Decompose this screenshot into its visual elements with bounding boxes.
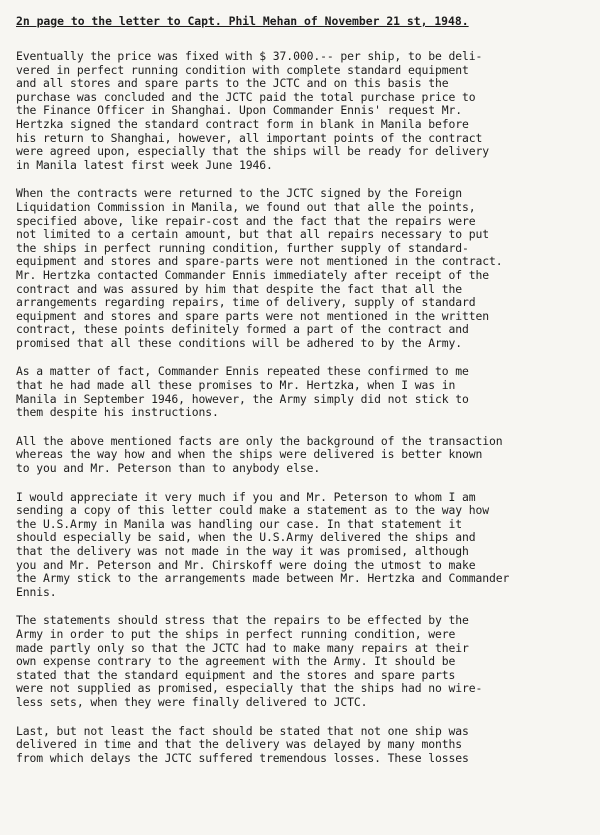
text-line: should especially be said, when the U.S.Army delivered the ships and xyxy=(16,530,476,545)
paragraph xyxy=(16,50,586,172)
paragraph xyxy=(16,435,586,476)
text-line: you and Mr. Peterson and Mr. Chirskoff were doing the utmost to make xyxy=(16,557,476,572)
text-line: Mr. Hertzka contacted Commander Ennis immediately after receipt of the xyxy=(16,267,490,282)
paragraph xyxy=(16,614,586,709)
text-line: Hertzka signed the standard contract form in blank in Manila before xyxy=(16,116,469,131)
text-line: the U.S.Army in Manila was handling our case. In that statement it xyxy=(16,516,463,531)
text-line: Liquidation Commission in Manila, we found out that alle the points, xyxy=(16,199,476,214)
page-heading: 2n page to the letter to Capt. Phil Mehan of November 21 st, 1948. xyxy=(16,14,469,28)
text-line: to you and Mr. Peterson than to anybody else. xyxy=(16,461,321,476)
text-line: Eventually the price was fixed with $ 37.000.-- per ship, to be deli- xyxy=(16,49,483,63)
paragraph xyxy=(16,725,586,766)
letter-body xyxy=(16,50,586,765)
text-line: Manila in September 1946, however, the Army simply did not stick to xyxy=(16,391,469,406)
paragraph xyxy=(16,365,586,419)
text-line: contract, these points definitely formed a part of the contract and xyxy=(16,322,469,337)
text-line: I would appreciate it very much if you and Mr. Peterson to whom I am xyxy=(16,489,476,504)
text-line: and all stores and spare parts to the JCTC and on this basis the xyxy=(16,76,449,91)
text-line: Army in order to put the ships in perfect running condition, were xyxy=(16,626,456,641)
text-line: whereas the way how and when the ships were delivered is better known xyxy=(16,447,483,462)
text-line: arrangements regarding repairs, time of delivery, supply of standard xyxy=(16,295,476,310)
text-line: Last, but not least the fact should be stated that not one ship was xyxy=(16,723,469,738)
text-line: sending a copy of this letter could make a statement as to the way how xyxy=(16,503,490,518)
text-line: were not supplied as promised, especially that the ships had no wire- xyxy=(16,681,483,696)
text-line: them despite his instructions. xyxy=(16,405,219,420)
paragraph xyxy=(16,187,586,350)
text-line: contract and was assured by him that despite the fact that all the xyxy=(16,281,463,296)
text-line: from which delays the JCTC suffered tremendous losses. These losses xyxy=(16,750,469,765)
text-line: the ships in perfect running condition, further supply of standard- xyxy=(16,240,469,255)
text-line: made partly only so that the JCTC had to make many repairs at their xyxy=(16,640,469,655)
text-line: that he had made all these promises to Mr. Hertzka, when I was in xyxy=(16,378,456,393)
text-line: the Finance Officer in Shanghai. Upon Commander Ennis' request Mr. xyxy=(16,103,463,118)
text-line: his return to Shanghai, however, all important points of the contract xyxy=(16,130,483,145)
text-line: were agreed upon, especially that the ships will be ready for delivery xyxy=(16,144,490,159)
paragraph xyxy=(16,491,586,600)
text-line: equipment and stores and spare-parts were not mentioned in the contract. xyxy=(16,254,503,269)
text-line: As a matter of fact, Commander Ennis repeated these confirmed to me xyxy=(16,364,469,379)
text-line: own expense contrary to the agreement with the Army. It should be xyxy=(16,654,456,669)
text-line: less sets, when they were finally delivered to JCTC. xyxy=(16,694,368,709)
text-line: When the contracts were returned to the JCTC signed by the Foreign xyxy=(16,186,463,201)
text-line: not limited to a certain amount, but that all repairs necessary to put xyxy=(16,227,490,242)
text-line: equipment and stores and spare parts were not mentioned in the written xyxy=(16,308,490,323)
text-line: vered in perfect running condition with complete standard equipment xyxy=(16,62,469,77)
text-line: delivered in time and that the delivery was delayed by many months xyxy=(16,737,463,752)
text-line: promised that all these conditions will be adhered to by the Army. xyxy=(16,335,463,350)
text-line: in Manila latest first week June 1946. xyxy=(16,157,273,172)
text-line: the Army stick to the arrangements made between Mr. Hertzka and Commander xyxy=(16,571,510,586)
text-line: Ennis. xyxy=(16,584,57,599)
text-line: purchase was concluded and the JCTC paid the total purchase price to xyxy=(16,89,476,104)
text-line: specified above, like repair-cost and the fact that the repairs were xyxy=(16,213,476,228)
text-line: The statements should stress that the repairs to be effected by the xyxy=(16,613,469,628)
text-line: that the delivery was not made in the way it was promised, although xyxy=(16,544,469,558)
text-line: stated that the standard equipment and the stores and spare parts xyxy=(16,667,456,682)
text-line: All the above mentioned facts are only the background of the transaction xyxy=(16,433,503,448)
